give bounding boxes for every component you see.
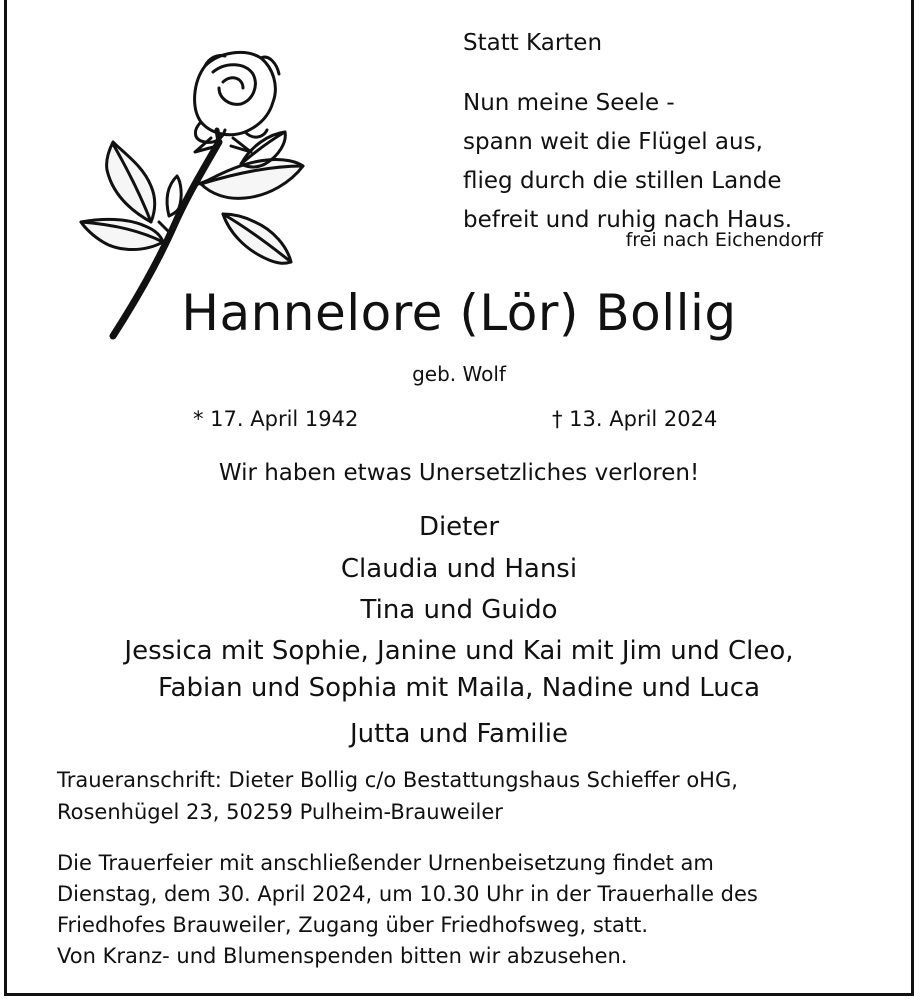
ceremony-line: Von Kranz- und Blumenspenden bitten wir abzusehen. <box>57 944 628 968</box>
address-line: Rosenhügel 23, 50259 Pulheim-Brauweiler <box>57 800 503 824</box>
ceremony-line: Die Trauerfeier mit anschließender Urnenbeisetzung findet am <box>57 851 714 875</box>
maiden-name: geb. Wolf <box>412 362 506 386</box>
statt-karten-label: Statt Karten <box>463 30 603 56</box>
poem <box>463 84 792 240</box>
mourners-list <box>7 507 911 754</box>
mourning-address <box>57 764 738 828</box>
mourner-line: Claudia und Hansi <box>340 554 578 584</box>
grief-message: Wir haben etwas Unersetzliches verloren! <box>218 460 700 486</box>
obituary-notice <box>4 0 914 996</box>
poem-line: befreit und ruhig nach Haus. <box>463 207 793 233</box>
poem-line: flieg durch die stillen Lande <box>463 168 782 194</box>
ceremony-line: Friedhofes Brauweiler, Zugang über Friedhofsweg, statt. <box>57 913 649 937</box>
mourner-line: Jessica mit Sophie, Janine und Kai mit Jim und Cleo, <box>124 636 794 666</box>
poem-line: Nun meine Seele - <box>463 90 675 116</box>
ceremony-line: Dienstag, dem 30. April 2024, um 10.30 Uhr in der Trauerhalle des <box>57 882 758 906</box>
poem-line: spann weit die Flügel aus, <box>463 129 763 155</box>
mourner-line: Jutta und Familie <box>350 719 568 749</box>
death-date: † 13. April 2024 <box>552 407 718 431</box>
deceased-name: Hannelore (Lör) Bollig <box>181 284 737 342</box>
poem-source: frei nach Eichendorff <box>625 229 823 251</box>
birth-date: * 17. April 1942 <box>193 407 359 431</box>
ceremony-info <box>57 848 758 972</box>
address-line: Traueranschrift: Dieter Bollig c/o Bestattungshaus Schieffer oHG, <box>57 768 738 792</box>
mourner-line: Tina und Guido <box>360 595 558 625</box>
mourner-line: Fabian und Sophia mit Maila, Nadine und Luca <box>157 673 761 703</box>
mourner-line: Dieter <box>418 512 500 542</box>
